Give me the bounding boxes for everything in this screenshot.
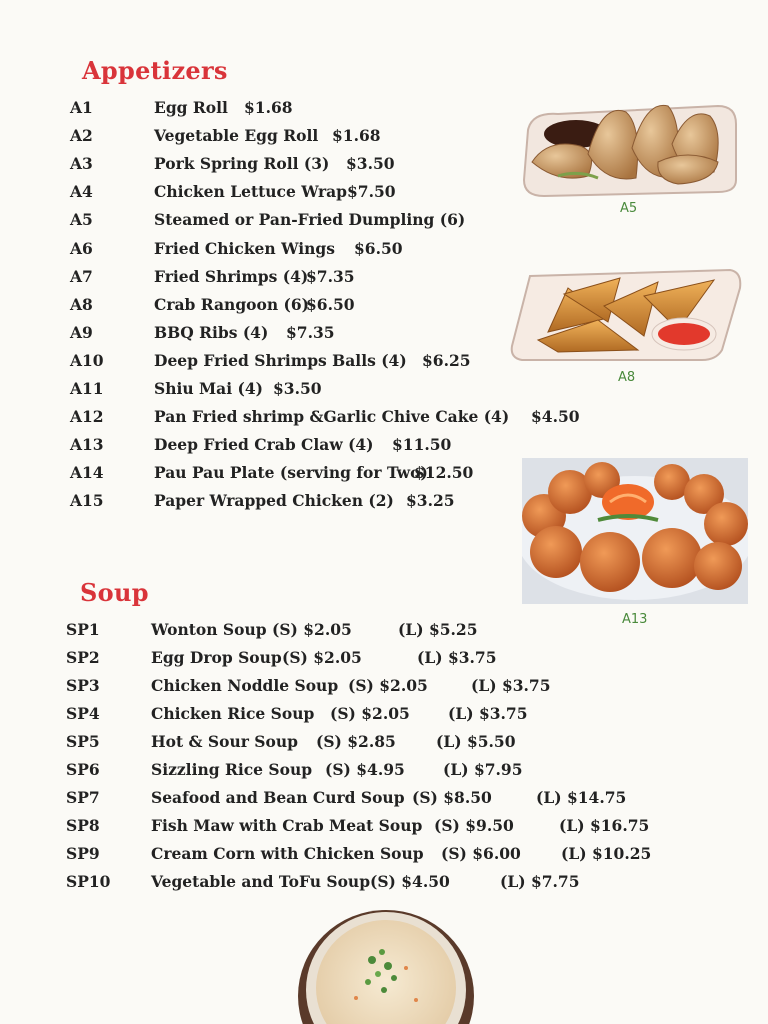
photo-caption: A8 <box>618 370 636 385</box>
item-price-small: (S) $4.50 <box>370 872 450 891</box>
item-name: Fried Chicken Wings <box>154 239 335 258</box>
item-name: Deep Fried Crab Claw (4) <box>154 435 374 454</box>
item-price: $1.68 <box>332 126 381 145</box>
item-name: Seafood and Bean Curd Soup <box>151 788 405 807</box>
item-code: SP2 <box>66 648 100 667</box>
item-code: A1 <box>70 98 93 117</box>
item-price: $7.35 <box>306 267 355 286</box>
item-name: Sizzling Rice Soup <box>151 760 313 779</box>
item-name: Cream Corn with Chicken Soup <box>151 844 424 863</box>
item-name: Pork Spring Roll (3) <box>154 154 330 173</box>
photo-caption: A5 <box>620 201 638 216</box>
item-price: $1.68 <box>244 98 293 117</box>
item-name: Vegetable Egg Roll <box>154 126 319 145</box>
item-code: A9 <box>70 323 93 342</box>
item-code: A5 <box>70 210 93 229</box>
item-name: Pan Fried shrimp &Garlic Chive Cake (4) <box>154 407 510 426</box>
item-name: Fried Shrimps (4) <box>154 267 309 286</box>
item-name: Wonton Soup <box>151 620 267 639</box>
item-price-large: (L) $10.25 <box>561 844 652 863</box>
item-price: $3.25 <box>406 491 455 510</box>
soup-heading: Soup <box>80 578 149 607</box>
item-code: A13 <box>70 435 104 454</box>
item-name: Hot & Sour Soup <box>151 732 298 751</box>
item-name: Chicken Rice Soup <box>151 704 315 723</box>
item-name: Vegetable and ToFu Soup <box>151 872 371 891</box>
item-price-large: (L) $7.75 <box>500 872 580 891</box>
item-code: A8 <box>70 295 93 314</box>
item-name: Chicken Lettuce Wrap <box>154 182 348 201</box>
item-code: SP4 <box>66 704 100 723</box>
item-price: $12.50 <box>414 463 474 482</box>
item-name: Egg Drop Soup <box>151 648 282 667</box>
photo-caption: A13 <box>622 612 648 627</box>
item-code: A2 <box>70 126 93 145</box>
item-code: A15 <box>70 491 104 510</box>
item-price: $7.35 <box>286 323 335 342</box>
item-price-large: (L) $14.75 <box>536 788 627 807</box>
item-code: SP8 <box>66 816 100 835</box>
item-code: A14 <box>70 463 104 482</box>
item-name: Pau Pau Plate (serving for Two) <box>154 463 428 482</box>
item-price: $4.50 <box>531 407 580 426</box>
item-code: A12 <box>70 407 104 426</box>
item-name: Chicken Noddle Soup <box>151 676 339 695</box>
crab-claw-plate-photo <box>522 458 748 604</box>
item-code: A3 <box>70 154 93 173</box>
item-code: SP5 <box>66 732 100 751</box>
item-name: Crab Rangoon (6) <box>154 295 309 314</box>
item-price-small: (S) $2.05 <box>272 620 352 639</box>
item-price-large: (L) $3.75 <box>471 676 551 695</box>
item-code: SP9 <box>66 844 100 863</box>
item-name: Egg Roll <box>154 98 228 117</box>
item-price-small: (S) $8.50 <box>412 788 492 807</box>
item-code: A10 <box>70 351 104 370</box>
item-name: Fish Maw with Crab Meat Soup <box>151 816 423 835</box>
item-price-small: (S) $2.05 <box>330 704 410 723</box>
item-price-small: (S) $2.05 <box>348 676 428 695</box>
item-price: $6.50 <box>306 295 355 314</box>
item-price-large: (L) $16.75 <box>559 816 650 835</box>
item-code: SP7 <box>66 788 100 807</box>
item-price: $11.50 <box>392 435 452 454</box>
soup-bowl-photo <box>296 908 476 1024</box>
item-code: A11 <box>70 379 104 398</box>
item-price: $3.50 <box>273 379 322 398</box>
item-code: SP6 <box>66 760 100 779</box>
item-code: SP1 <box>66 620 100 639</box>
item-price: $6.50 <box>354 239 403 258</box>
item-price-small: (S) $2.85 <box>316 732 396 751</box>
item-name: Steamed or Pan-Fried Dumpling (6) <box>154 210 466 229</box>
item-code: A4 <box>70 182 93 201</box>
item-price-large: (L) $3.75 <box>417 648 497 667</box>
item-price: $6.25 <box>422 351 471 370</box>
item-code: A7 <box>70 267 93 286</box>
item-price-small: (S) $2.05 <box>282 648 362 667</box>
appetizers-heading: Appetizers <box>82 56 228 85</box>
item-price: $7.50 <box>347 182 396 201</box>
item-name: Shiu Mai (4) <box>154 379 263 398</box>
item-code: SP3 <box>66 676 100 695</box>
item-price-large: (L) $3.75 <box>448 704 528 723</box>
item-code: A6 <box>70 239 93 258</box>
item-price-large: (L) $5.50 <box>436 732 516 751</box>
item-code: SP10 <box>66 872 111 891</box>
item-price-large: (L) $5.25 <box>398 620 478 639</box>
item-price: $3.50 <box>346 154 395 173</box>
item-price-small: (S) $9.50 <box>434 816 514 835</box>
item-name: Deep Fried Shrimps Balls (4) <box>154 351 407 370</box>
item-price-large: (L) $7.95 <box>443 760 523 779</box>
item-price-small: (S) $6.00 <box>441 844 521 863</box>
item-price-small: (S) $4.95 <box>325 760 405 779</box>
item-name: Paper Wrapped Chicken (2) <box>154 491 394 510</box>
dumplings-plate-photo <box>518 92 740 200</box>
crab-rangoon-plate-photo <box>508 266 744 364</box>
item-name: BBQ Ribs (4) <box>154 323 269 342</box>
